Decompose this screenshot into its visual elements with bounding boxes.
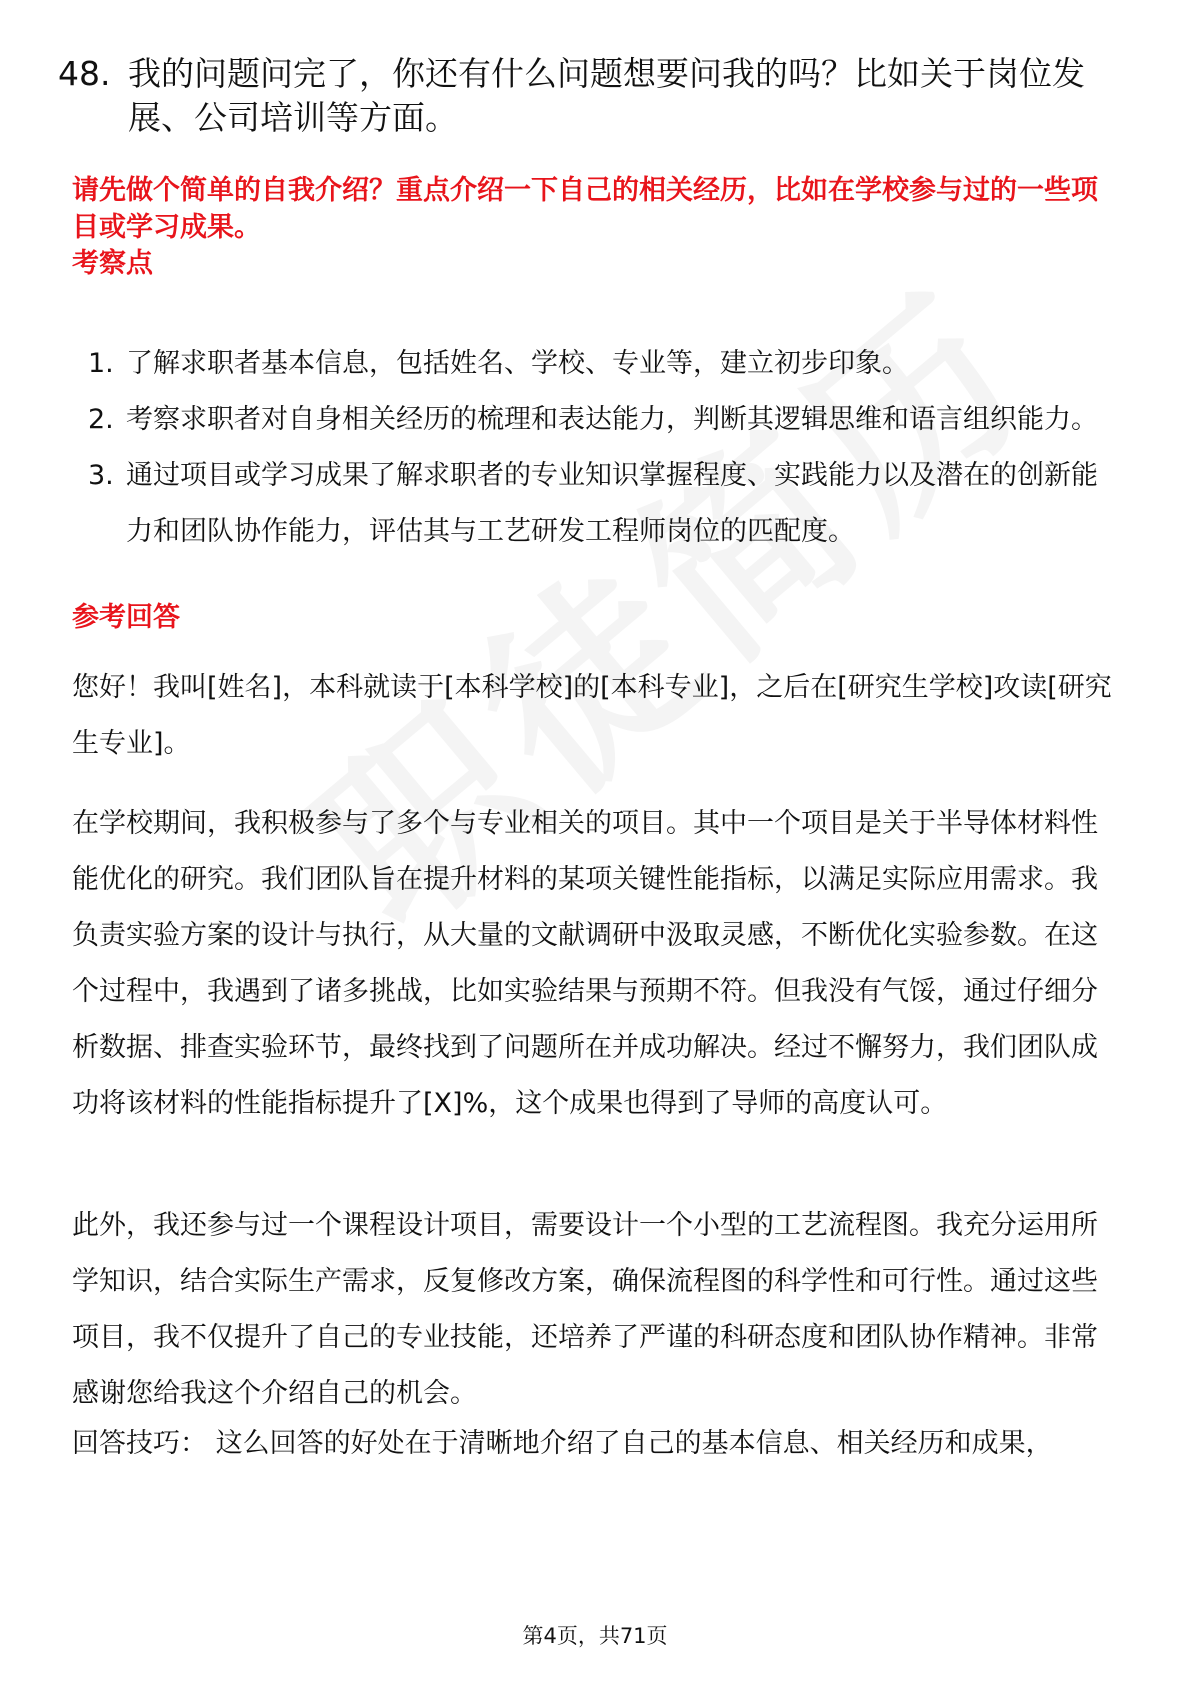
list-item-text: 通过项目或学习成果了解求职者的专业知识掌握程度、实践能力以及潜在的创新能力和团队协作能力，评估其与工艺研发工程师岗位的匹配度。 (126, 460, 1098, 547)
question-text: 我的问题问完了，你还有什么问题想要问我的吗？比如关于岗位发展、公司培训等方面。 (128, 54, 1085, 137)
answer-paragraph: 此外，我还参与过一个课程设计项目，需要设计一个小型的工艺流程图。我充分运用所学知识，结合实际生产需求，反复修改方案，确保流程图的科学性和可行性。通过这些项目，我不仅提升了自己的专业技能，还培养了严谨的科研态度和团队协作精神。非常感谢您给我这个介绍自己的机会。 (72, 1210, 1098, 1409)
list-item-text: 考察求职者对自身相关经历的梳理和表达能力，判断其逻辑思维和语言组织能力。 (126, 404, 1098, 435)
page-footer: 第4页，共71页 (522, 1624, 668, 1648)
answer-tip: 回答技巧： 这么回答的好处在于清晰地介绍了自己的基本信息、相关经历和成果， (72, 1428, 1053, 1459)
focus-heading: 考察点 (72, 248, 153, 279)
list-item (72, 448, 1122, 560)
focus-list (72, 336, 1122, 560)
interview-prompt: 请先做个简单的自我介绍？重点介绍一下自己的相关经历，比如在学校参与过的一些项目或学习成果。 (72, 175, 1098, 243)
question-title (58, 52, 1128, 140)
question-number: 48. (58, 54, 111, 93)
list-item (72, 392, 1122, 448)
list-item-number: 3. (88, 460, 114, 491)
list-item-text: 了解求职者基本信息，包括姓名、学校、专业等，建立初步印象。 (126, 348, 909, 379)
list-item-number: 1. (88, 348, 114, 379)
list-item (72, 336, 1122, 392)
answer-paragraph: 您好！我叫[姓名]，本科就读于[本科学校]的[本科专业]，之后在[研究生学校]攻读[研究生专业]。 (72, 672, 1112, 759)
list-item-number: 2. (88, 404, 114, 435)
answer-heading: 参考回答 (72, 602, 180, 633)
answer-paragraph: 在学校期间，我积极参与了多个与专业相关的项目。其中一个项目是关于半导体材料性能优化的研究。我们团队旨在提升材料的某项关键性能指标，以满足实际应用需求。我负责实验方案的设计与执行，从大量的文献调研中汲取灵感，不断优化实验参数。在这个过程中，我遇到了诸多挑战，比如实验结果与预期不符。但我没有气馁，通过仔细分析数据、排查实验环节，最终找到了问题所在并成功解决。经过不懈努力，我们团队成功将该材料的性能指标提升了[X]%，这个成果也得到了导师的高度认可。 (72, 808, 1098, 1119)
